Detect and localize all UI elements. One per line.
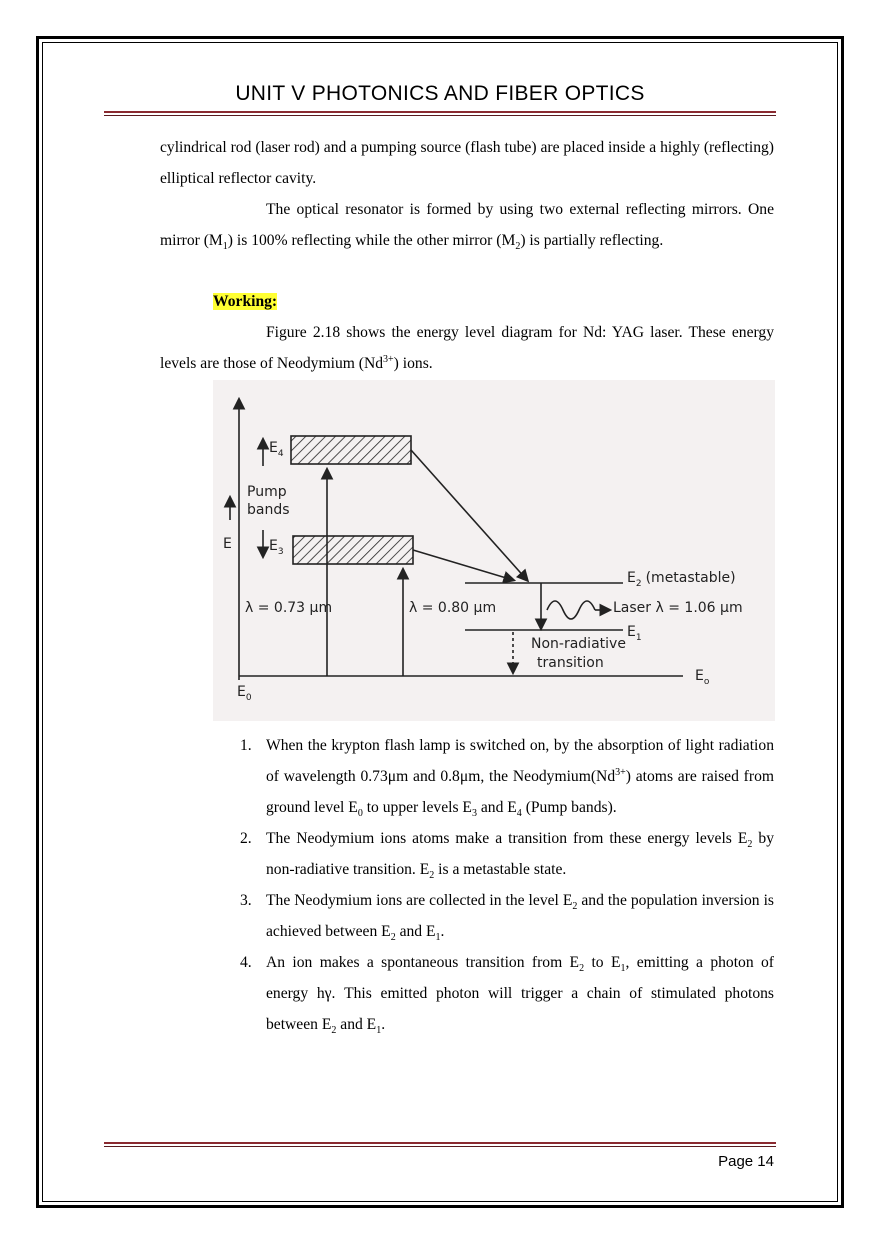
- e4-band: [291, 436, 411, 464]
- laser-label: Laser λ = 1.06 μm: [613, 600, 743, 616]
- page-number: Page 14: [718, 1153, 774, 1170]
- ground-left-label: E: [237, 684, 246, 700]
- lambda-080-label: λ = 0.80 μm: [409, 600, 497, 616]
- header-rule-thin: [104, 115, 776, 116]
- list-item: [240, 947, 774, 1040]
- p3-b: ) ions.: [393, 355, 433, 372]
- list-item-text: When the krypton flash lamp is switched on, by the absorption of light radiation of wavelength 0.73μm and 0.8μm, the Neodymium(Nd: [266, 737, 774, 785]
- svg-text:E2(metastable): [627, 570, 736, 589]
- footer-rule: [104, 1142, 776, 1144]
- e3-band: [293, 536, 413, 564]
- photon-wave: [547, 601, 595, 619]
- list-item-script: 0: [357, 808, 363, 820]
- e2-note: (metastable): [645, 570, 736, 586]
- e3-sub: 3: [277, 547, 284, 557]
- working-heading-text: Working:: [213, 293, 278, 310]
- e2-label: E: [627, 570, 636, 586]
- pump-label-2: bands: [247, 502, 290, 518]
- list-item-text: The Neodymium ions are collected in the level E: [266, 892, 573, 909]
- list-item-script: 3: [471, 808, 477, 820]
- steps-list: [240, 730, 774, 1040]
- axis-label: E: [223, 536, 232, 552]
- list-item-script: 1: [376, 1025, 382, 1037]
- pump-label-1: Pump: [247, 484, 287, 500]
- list-item-text: The Neodymium ions atoms make a transition from these energy levels E: [266, 830, 748, 847]
- list-item-text: An ion makes a spontaneous transition from E: [266, 954, 580, 971]
- list-item-text: ) atoms are raised from ground level E: [266, 768, 774, 816]
- list-item-script: 4: [516, 808, 522, 820]
- list-item-script: 1: [435, 932, 441, 944]
- svg-text:E0: [237, 684, 252, 703]
- e1-sub: 1: [635, 633, 642, 643]
- list-item-script: 2: [429, 870, 435, 882]
- list-item-script: 2: [331, 1025, 337, 1037]
- decay-arrow-e3: [413, 550, 513, 580]
- e1-label: E: [627, 624, 636, 640]
- ground-right-sub: o: [703, 677, 710, 687]
- list-item-text: to E: [584, 954, 621, 971]
- svg-text:E4: [269, 440, 284, 459]
- p2-sub2: 2: [515, 241, 521, 253]
- svg-text:E3: [269, 538, 284, 557]
- e3-label: E: [269, 538, 278, 554]
- list-item-text: and the population inversion is achieved between E: [266, 892, 774, 940]
- energy-level-diagram: [213, 380, 775, 721]
- paragraph-1-text: cylindrical rod (laser rod) and a pumping source (flash tube) are placed inside a highly (reflecting) elliptical reflector cavity.: [160, 139, 774, 187]
- list-item-script: 3+: [615, 766, 626, 778]
- nonrad-label-1: Non-radiative: [531, 636, 626, 652]
- list-item-text: .: [440, 923, 445, 940]
- ground-right-label: E: [695, 668, 704, 684]
- list-item-script: 2: [747, 839, 753, 851]
- energy-level-svg: [213, 380, 775, 721]
- list-item-number: 2.: [240, 830, 252, 847]
- list-item-number: 4.: [240, 954, 252, 971]
- header-rule: [104, 111, 776, 113]
- svg-text:E1: [627, 624, 642, 643]
- e4-label: E: [269, 440, 278, 456]
- e4-sub: 4: [277, 449, 284, 459]
- list-item-text: , emitting a photon of energy hγ. This emitted photon will trigger a chain of stimulated photons between E: [266, 954, 774, 1033]
- p3-a: Figure 2.18 shows the energy level diagram for Nd: YAG laser. These energy levels are those of Neodymium (Nd: [160, 324, 774, 372]
- list-item-text: and E: [476, 799, 517, 816]
- list-item-text: (Pump bands).: [521, 799, 617, 816]
- list-item-text: by non-radiative transition. E: [266, 830, 774, 878]
- footer-rule-thin: [104, 1146, 776, 1147]
- svg-text:Eo: [695, 668, 710, 687]
- page-header-title: UNIT V PHOTONICS AND FIBER OPTICS: [235, 82, 645, 105]
- p2-a: The optical resonator is formed by using two external reflecting mirrors. One mirror (M: [160, 201, 774, 249]
- decay-arrow-e4: [411, 450, 527, 580]
- e2-sub: 2: [635, 579, 642, 589]
- list-item-script: 1: [620, 963, 626, 975]
- paragraph-2: [160, 194, 774, 256]
- list-item-script: 2: [572, 901, 578, 913]
- paragraph-1: [160, 132, 774, 194]
- list-item-text: .: [381, 1016, 386, 1033]
- list-item: [240, 885, 774, 947]
- p3-sup: 3+: [383, 353, 394, 365]
- list-item-script: 2: [579, 963, 585, 975]
- p2-sub1: 1: [222, 241, 228, 253]
- ground-left-sub: 0: [245, 693, 252, 703]
- list-item: [240, 730, 774, 823]
- list-item-number: 3.: [240, 892, 252, 909]
- p2-c: ) is partially reflecting.: [520, 232, 664, 249]
- paragraph-3: [160, 317, 774, 379]
- p2-b: ) is 100% reflecting while the other mirror (M: [227, 232, 516, 249]
- list-item-script: 2: [390, 932, 396, 944]
- working-heading: [213, 286, 277, 317]
- list-item-number: 1.: [240, 737, 252, 754]
- list-item-text: is a metastable state.: [434, 861, 567, 878]
- list-item-text: and E: [395, 923, 436, 940]
- list-item-text: and E: [336, 1016, 377, 1033]
- lambda-073-label: λ = 0.73 μm: [245, 600, 333, 616]
- list-item-text: to upper levels E: [362, 799, 472, 816]
- list-item: [240, 823, 774, 885]
- nonrad-label-2: transition: [537, 655, 604, 671]
